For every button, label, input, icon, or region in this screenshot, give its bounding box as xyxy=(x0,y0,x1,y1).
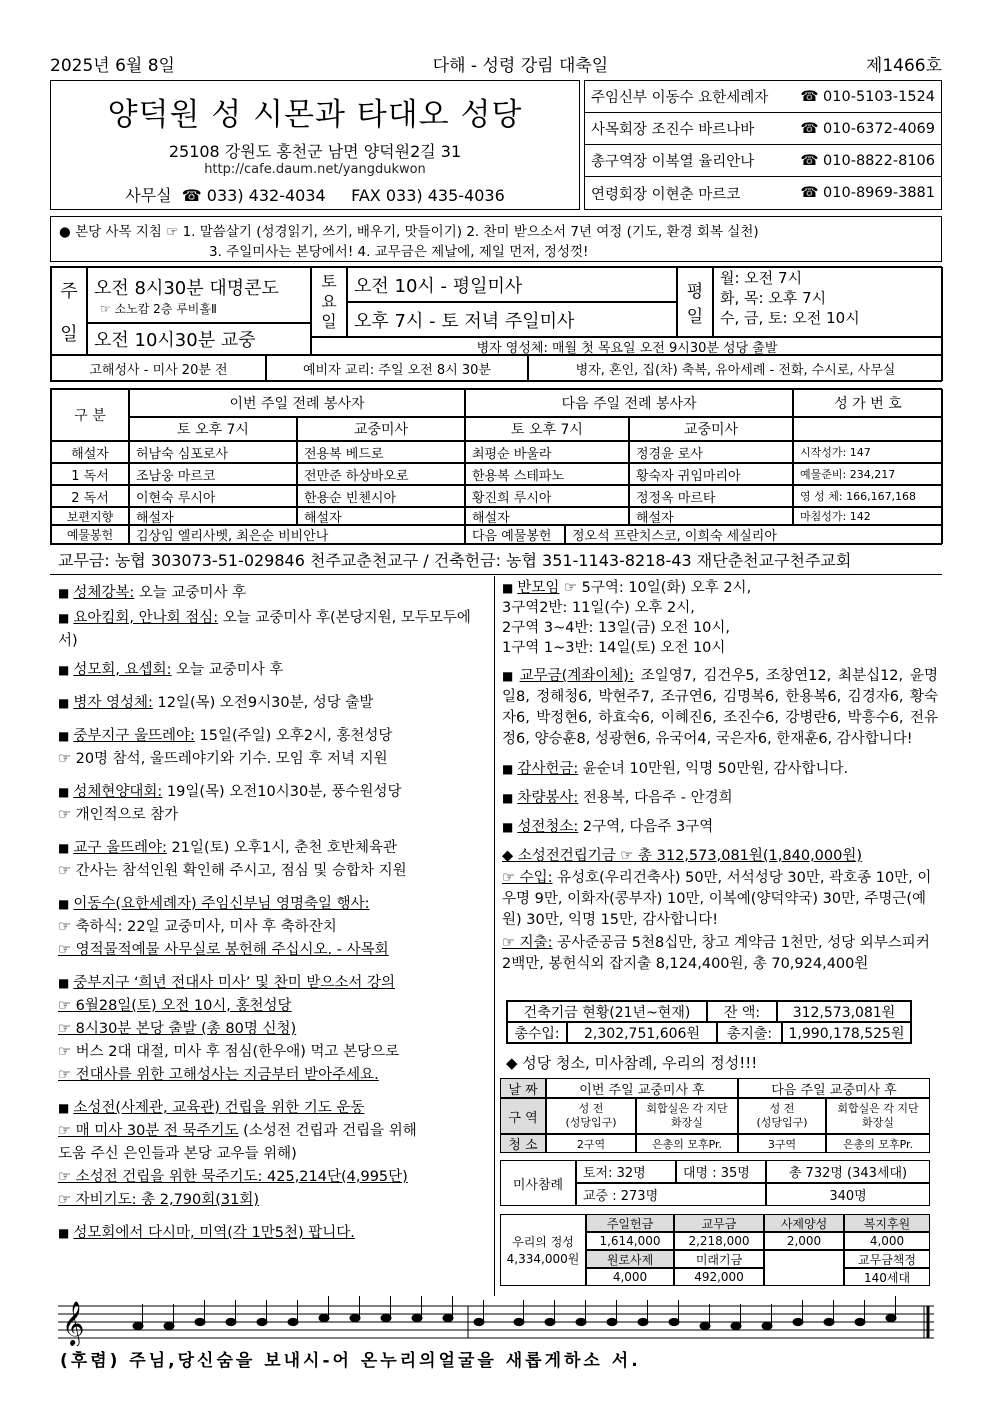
row-cell: 전용복 베드로 xyxy=(297,441,465,463)
notice-item: ■ 중부지구 울뜨레야: 15일(주일) 오후2시, 홍천성당 xyxy=(58,728,393,744)
fund-label: 건축기금 현황(21년~현재) xyxy=(507,1001,707,1022)
column-divider xyxy=(494,576,495,1296)
off-v2: 492,000 xyxy=(674,1268,764,1286)
c-d4: 은총의 모후Pr. xyxy=(826,1134,930,1153)
notice-item: ■ 교무금(계좌이체): 조일영7, 김건우5, 조창연12, 최분십12, 윤명일8, 정해청6, 박현주7, 조규연6, 김명복6, 한용복6, 김경자6, 황숙자6, 박정현6, 하효숙6, 이혜진6, 조진수6, 강병란6, 박흥수6, 전유정6, 양승훈8, 성광현6, 유국어4, 국은자6, 한재훈6, 감사합니다! xyxy=(502,668,938,747)
sub-main-next: 교중미사 xyxy=(629,417,793,441)
note-head xyxy=(195,1318,205,1325)
note-head xyxy=(576,1318,586,1325)
right-column xyxy=(502,578,938,975)
row-role: 1 독서 xyxy=(51,463,129,485)
note-head xyxy=(350,1314,360,1321)
off-label: 우리의 정성 4,334,000원 xyxy=(500,1214,586,1286)
notice-sub: ☞ 영적물적예물 사무실로 봉헌해 주십시오. - 사목회 xyxy=(58,942,389,958)
notice-sub: ☞ 간사는 참석인원 확인해 주시고, 점심 및 승합차 지원 xyxy=(58,863,407,879)
bank-account: 교무금: 농협 303073-51-029846 천주교춘천교구 / 건축헌금: 농협 351-1143-8218-43 재단춘천교구천주교회 xyxy=(58,551,852,570)
note-head xyxy=(886,1314,896,1321)
row-cell: 해설자 xyxy=(297,507,465,525)
notice-item: ■ 이동수(요한세례자) 주임신부님 영명축일 행사: xyxy=(58,896,370,912)
row-cell: 황진희 루시아 xyxy=(465,485,629,507)
parish-address: 25108 강원도 홍천군 남면 양덕원2길 31 xyxy=(168,142,462,161)
row-cell: 한용순 빈첸시아 xyxy=(297,485,465,507)
contact-role: 연령회장 이현춘 마르코 xyxy=(591,186,741,203)
notice-sub: ☞ 자비기도: 총 2,790회(31회) xyxy=(58,1192,260,1208)
note-head xyxy=(381,1314,391,1321)
divider xyxy=(50,574,942,575)
att-sat: 토저: 32명 xyxy=(576,1160,676,1183)
sub-sat: 토 오후 7시 xyxy=(129,417,297,441)
row-cell: 해설자 xyxy=(465,507,629,525)
off-v: 1,614,000 xyxy=(586,1232,674,1250)
contact-role: 사목회장 조진수 바르나바 xyxy=(591,122,755,138)
c-d3: 3구역 xyxy=(738,1134,826,1153)
sick-communion: 병자 영성체: 매월 첫 목요일 오전 9시30분 성당 출발 xyxy=(311,337,943,355)
c-r0: 구 역 xyxy=(500,1098,546,1134)
contact-phone: ☎ 010-8822-8106 xyxy=(800,152,935,169)
hymn-cell: 시작성가: 147 xyxy=(793,441,943,463)
offer-next-label: 다음 예물봉헌 xyxy=(465,525,565,544)
fund-income: ☞ 수입: 유성호(우리건축사) 50만, 서석성당 30만, 곽호종 10만, 이우명 9만, 이화자(콩부자) 10만, 이복예(양덕약국) 30만, 주명근(예원) 30만, 익명 15만, 감사합니다! xyxy=(502,870,932,928)
offer-role: 예물봉헌 xyxy=(51,525,129,544)
contact-phone: ☎ 010-6372-4069 xyxy=(800,120,935,137)
att-dm: 대명 : 35명 xyxy=(676,1160,766,1183)
hymn-lyrics: (후렴) 주님,당신숨을 보내시-어 온누리의얼굴을 새롭게하소 서. xyxy=(60,1351,641,1371)
note-head xyxy=(824,1318,834,1325)
note-head xyxy=(257,1318,267,1325)
att-main: 교중 : 273명 xyxy=(576,1183,766,1206)
contact-row xyxy=(585,145,941,177)
cleaning-table xyxy=(500,1078,930,1154)
contacts-box xyxy=(584,80,942,210)
note-head xyxy=(855,1318,865,1325)
off-v2: 140세대 xyxy=(844,1268,930,1286)
note-head xyxy=(607,1318,617,1325)
contact-phone: ☎ 010-5103-1524 xyxy=(800,88,935,105)
notes xyxy=(133,1296,896,1330)
off-h2: 교무금책정 xyxy=(844,1250,930,1268)
sunday-mass-1: 오전 8시30분 대명콘도 ☞ 소노캄 2층 루비홀Ⅱ xyxy=(87,267,311,323)
notice-sub: ☞ 소성전 건립을 위한 묵주기도: 425,214단(4,995단) xyxy=(58,1169,408,1185)
off-h2: 미래기금 xyxy=(674,1250,764,1268)
note-head xyxy=(700,1322,710,1329)
c-c3: 성 전 (성당입구) xyxy=(738,1098,826,1134)
row-cell: 해설자 xyxy=(129,507,297,525)
note-head xyxy=(319,1314,329,1321)
c-c1: 성 전 (성당입구) xyxy=(546,1098,636,1134)
note-head xyxy=(133,1322,143,1329)
sub-main: 교중미사 xyxy=(297,417,465,441)
notice-sub: 3구역2반: 11일(수) 오후 2시, xyxy=(502,600,695,616)
off-h: 주일헌금 xyxy=(586,1214,674,1232)
note-head xyxy=(164,1322,174,1329)
cleaning-title: ◆ 성당 청소, 미사참례, 우리의 정성!!! xyxy=(506,1054,758,1072)
off-h: 복지후원 xyxy=(844,1214,930,1232)
treble-clef-icon: 𝄞 xyxy=(62,1301,85,1345)
expense-key: 총지출: xyxy=(717,1022,782,1043)
catechism: 예비자 교리: 주일 오전 8시 30분 xyxy=(266,355,528,381)
row-role: 해설자 xyxy=(51,441,129,463)
c-h2: 다음 주일 교중미사 후 xyxy=(738,1078,930,1098)
notice-item: ■ 성전청소: 2구역, 다음주 3구역 xyxy=(502,819,714,835)
contact-row xyxy=(585,81,941,113)
notice-item: ■ 소성전(사제관, 교육관) 건립을 위한 기도 운동 xyxy=(58,1100,365,1116)
notice-item: ■ 성체강복: 오늘 교중미사 후 xyxy=(58,585,247,601)
sunday-label: 주 일 xyxy=(51,267,87,355)
guideline-line2: 3. 주일미사는 본당에서! 4. 교무금은 제날에, 제일 먼저, 정성껏! xyxy=(209,244,589,260)
parish-url[interactable]: http://cafe.daum.net/yangdukwon xyxy=(204,162,426,177)
note-head xyxy=(638,1318,648,1325)
off-h2: 원로사제 xyxy=(586,1250,674,1268)
guideline-line1: ● 본당 사목 지침 ☞ 1. 말씀살기 (성경읽기, 쓰기, 배우기, 맛들이기) 2. 찬미 받으소서 7년 여정 (기도, 환경 회복 실천) xyxy=(59,224,759,240)
notice-item: ■ 반모임 ☞ 5구역: 10일(화) 오후 2시, xyxy=(502,580,752,596)
notice-sub: 도움 주신 은인들과 본당 교우들 위해) xyxy=(58,1146,297,1162)
note-head xyxy=(762,1322,772,1329)
parish-name: 양덕원 성 시몬과 타대오 성당 xyxy=(107,97,523,133)
row-cell: 황숙자 귀임마리아 xyxy=(629,463,793,485)
off-v: 2,218,000 xyxy=(674,1232,764,1250)
note-head xyxy=(443,1314,453,1321)
issue-number: 제1466호 xyxy=(865,55,942,76)
note-head xyxy=(514,1318,524,1325)
contact-phone: ☎ 010-8969-3881 xyxy=(800,185,935,201)
offer-this: 김상임 엘리사벳, 최은순 비비안나 xyxy=(129,525,465,544)
contact-role: 주임신부 이동수 요한세례자 xyxy=(591,90,769,106)
c-d2: 은총의 모후Pr. xyxy=(636,1134,738,1153)
staff-svg xyxy=(58,1296,934,1346)
note-head xyxy=(545,1318,555,1325)
col-next-week: 다음 주일 전례 봉사자 xyxy=(465,389,793,417)
c-h1: 이번 주일 교중미사 후 xyxy=(546,1078,738,1098)
notice-sub: 2구역 3~4반: 13일(금) 오전 10시, xyxy=(502,620,731,636)
row-cell: 전만준 하상바오로 xyxy=(297,463,465,485)
sub-sat-next: 토 오후 7시 xyxy=(465,417,629,441)
contact-role: 총구역장 이복열 율리안나 xyxy=(591,154,755,170)
note-head xyxy=(793,1318,803,1325)
row-cell: 조남웅 마르코 xyxy=(129,463,297,485)
note-head xyxy=(731,1322,741,1329)
off-v: 4,000 xyxy=(844,1232,930,1250)
note-head xyxy=(226,1318,236,1325)
hymn-cell: 마침성가: 142 xyxy=(793,507,943,525)
c-h0: 날 짜 xyxy=(500,1078,546,1098)
expense-value: 1,990,178,525원 xyxy=(782,1022,911,1043)
mass-schedule xyxy=(50,266,942,382)
row-role: 2 독서 xyxy=(51,485,129,507)
sub-hymn-blank xyxy=(793,417,943,441)
notice-sub: ☞ 전대사를 위한 고해성사는 지금부터 받아주세요. xyxy=(58,1067,379,1083)
weekday-mass: 월: 오전 7시 화, 목: 오후 7시 수, 금, 토: 오전 10시 xyxy=(713,267,943,337)
off-h: 교무금 xyxy=(674,1214,764,1232)
notice-item: ■ 성모회, 요셉회: 오늘 교중미사 후 xyxy=(58,662,284,678)
music-staff xyxy=(58,1296,934,1346)
saturday-mass-1: 오전 10시 - 평일미사 xyxy=(347,267,677,302)
weekday-label: 평 일 xyxy=(677,267,713,337)
income-key: 총수입: xyxy=(507,1022,567,1043)
notice-sub: ☞ 버스 2대 대절, 미사 후 점심(한우애) 먹고 본당으로 xyxy=(58,1044,400,1060)
col-this-week: 이번 주일 전례 봉사자 xyxy=(129,389,465,417)
row-cell: 최평순 바울라 xyxy=(465,441,629,463)
c-c2: 회합실은 각 지단 화장실 xyxy=(636,1098,738,1134)
notice-sub: ☞ 매 미사 30분 전 묵주기도 (소성전 건립과 건립을 위해 xyxy=(58,1123,417,1139)
att-total: 총 732명 (343세대) xyxy=(766,1160,930,1183)
attendance-table xyxy=(500,1160,930,1206)
row-cell: 정경윤 로사 xyxy=(629,441,793,463)
off-v: 2,000 xyxy=(764,1232,844,1250)
pastoral-guidelines xyxy=(50,216,942,262)
ministers-table xyxy=(50,388,942,545)
hymn-cell: 예물준비: 234,217 xyxy=(793,463,943,485)
income-value: 2,302,751,606원 xyxy=(567,1022,717,1043)
row-role: 보편지향 xyxy=(51,507,129,525)
confession: 고해성사 - 미사 20분 전 xyxy=(51,355,266,381)
offering-table xyxy=(500,1214,930,1288)
offer-next: 정오석 프란치스코, 이희숙 세실리아 xyxy=(565,525,943,544)
notice-item: ■ 성모회에서 다시마, 미역(각 1만5천) 팝니다. xyxy=(58,1225,355,1241)
note-head xyxy=(412,1314,422,1321)
fund-status xyxy=(506,1000,912,1044)
liturgical-feast: 다해 - 성령 강림 대축일 xyxy=(432,55,609,76)
top-header xyxy=(50,50,942,76)
hymn-cell: 영 성 체: 166,167,168 xyxy=(793,485,943,507)
notice-sub: ☞ 8시30분 본당 출발 (총 80명 신청) xyxy=(58,1021,297,1037)
saturday-mass-2: 오후 7시 - 토 저녁 주일미사 xyxy=(347,302,677,337)
c-r1: 청 소 xyxy=(500,1134,546,1153)
issue-date: 2025년 6월 8일 xyxy=(50,55,175,76)
fund-title: ◆ 소성전건립기금 ☞ 총 312,573,081원(1,840,000원) xyxy=(502,848,863,864)
notice-item: ■ 요아킴회, 안나회 점심: 오늘 교중미사 후(본당지원, 모두모두에서) xyxy=(58,610,471,649)
notice-sub: 1구역 1~3반: 14일(토) 오전 10시 xyxy=(502,640,726,656)
col-hymns: 성 가 번 호 xyxy=(793,389,943,417)
col-class: 구 분 xyxy=(51,389,129,441)
contact-row xyxy=(585,113,941,145)
left-column xyxy=(58,582,488,1245)
c-c4: 회합실은 각 지단 화장실 xyxy=(826,1098,930,1134)
note-head xyxy=(669,1318,679,1325)
balance-key: 잔 액: xyxy=(707,1001,777,1022)
notice-item: ■ 감사헌금: 윤순녀 10만원, 익명 50만원, 감사합니다. xyxy=(502,761,849,777)
row-cell: 한용복 스테파노 xyxy=(465,463,629,485)
sunday-mass-2: 오전 10시30분 교중 xyxy=(87,323,311,355)
row-cell: 허남숙 심포로사 xyxy=(129,441,297,463)
row-cell: 정정옥 마르타 xyxy=(629,485,793,507)
sacraments-note: 병자, 혼인, 집(차) 축복, 유아세례 - 전화, 수시로, 사무실 xyxy=(528,355,943,381)
notice-sub: ☞ 6월28일(토) 오전 10시, 홍천성당 xyxy=(58,998,292,1014)
off-h2 xyxy=(764,1250,844,1286)
balance-value: 312,573,081원 xyxy=(777,1001,911,1022)
off-h: 사제양성 xyxy=(764,1214,844,1232)
note-head xyxy=(474,1318,484,1325)
contact-row xyxy=(585,177,941,209)
att-label: 미사참례 xyxy=(500,1160,576,1206)
parish-office: 사무실 ☎ 033) 432-4034 FAX 033) 435-4036 xyxy=(125,186,505,205)
notice-item: ■ 교구 울뜨레야: 21일(토) 오후1시, 춘천 호반체육관 xyxy=(58,840,398,856)
notice-item: ■ 중부지구 ‘희년 전대사 미사’ 및 찬미 받으소서 강의 xyxy=(58,975,395,991)
c-d1: 2구역 xyxy=(546,1134,636,1153)
notice-item: ■ 병자 영성체: 12일(목) 오전9시30분, 성당 출발 xyxy=(58,695,374,711)
off-v2: 4,000 xyxy=(586,1268,674,1286)
fund-expense: ☞ 지출: 공사준공금 5천8십만, 창고 계약금 1천만, 성당 외부스피커 2백만, 봉헌식외 잡지출 8,124,400원, 총 70,924,400원 xyxy=(502,935,930,972)
notice-item: ■ 성체현양대회: 19일(목) 오전10시30분, 풍수원성당 xyxy=(58,784,402,800)
row-cell: 이현숙 루시아 xyxy=(129,485,297,507)
att-fam: 340명 xyxy=(766,1183,930,1206)
saturday-label: 토 요 일 xyxy=(311,267,347,337)
note-head xyxy=(288,1318,298,1325)
parish-box xyxy=(50,80,580,210)
notice-sub: ☞ 20명 참석, 울뜨레야기와 기수. 모임 후 저녁 지원 xyxy=(58,751,388,767)
notice-sub: ☞ 축하식: 22일 교중미사, 미사 후 축하잔치 xyxy=(58,919,337,935)
notice-sub: ☞ 개인적으로 참가 xyxy=(58,807,179,823)
notice-item: ■ 차량봉사: 전용복, 다음주 - 안경희 xyxy=(502,790,733,806)
row-cell: 해설자 xyxy=(629,507,793,525)
